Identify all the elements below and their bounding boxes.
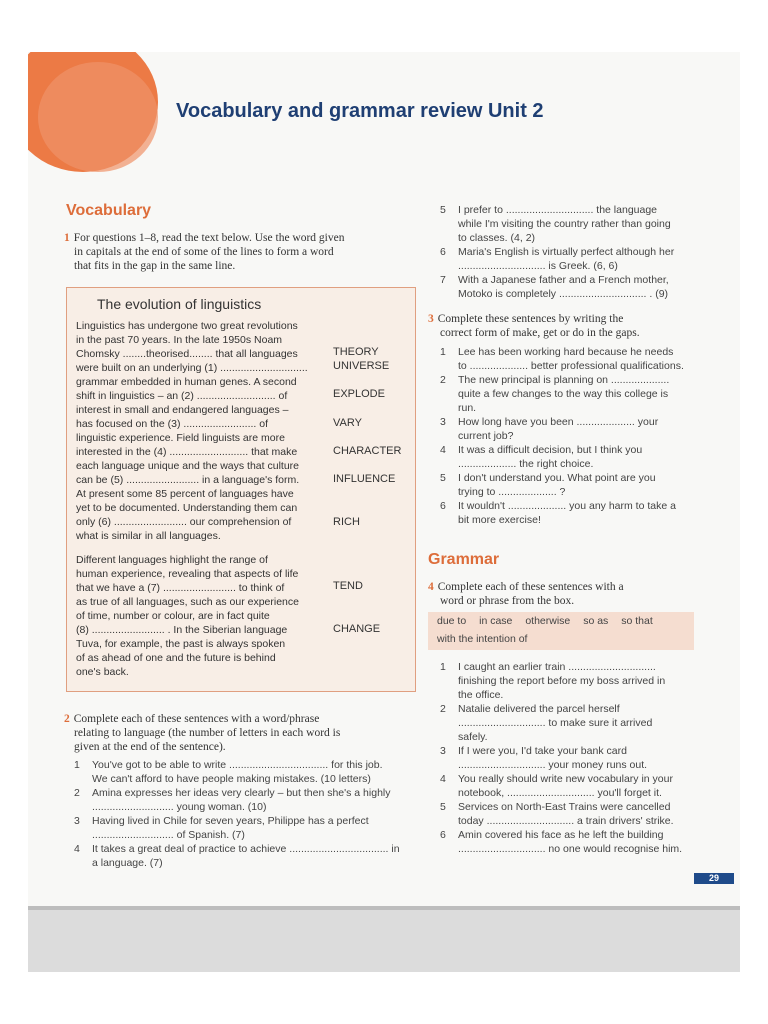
item-number: 6 — [440, 500, 446, 512]
instruction-line: relating to language (the number of letters in each word is — [74, 727, 341, 739]
list-item — [74, 842, 419, 870]
list-item — [440, 415, 720, 443]
item-number: 4 — [440, 444, 446, 456]
exercise-1-instruction — [64, 231, 414, 273]
word-option: otherwise — [525, 615, 571, 627]
instruction-line: that fits in the gap in the same line. — [74, 260, 236, 272]
keyword-vary: VARY — [333, 417, 362, 429]
list-item — [440, 345, 720, 373]
text-line: At present some 85 percent of languages have — [76, 488, 294, 500]
text-line: only (6) ......................... our comprehension of — [76, 516, 292, 528]
item-line: You really should write new vocabulary in your — [458, 773, 673, 785]
instruction-line: correct form of make, get or do in the gaps. — [440, 327, 640, 339]
item-number: 5 — [440, 204, 446, 216]
text-line: human experience, revealing that aspects of life — [76, 568, 299, 580]
item-line: current job? — [458, 430, 514, 442]
exercise-number: 4 — [428, 581, 434, 593]
keyword-character: CHARACTER — [333, 445, 402, 457]
item-line: bit more exercise! — [458, 514, 541, 526]
page-title: Vocabulary and grammar review Unit 2 — [176, 100, 544, 122]
instruction-line: word or phrase from the box. — [440, 595, 575, 607]
item-line: It takes a great deal of practice to achieve .................................. in — [92, 843, 400, 855]
item-line: I don't understand you. What point are you — [458, 472, 656, 484]
keyword-change: CHANGE — [333, 623, 381, 635]
word-box — [428, 612, 694, 650]
exercise-3-list — [440, 345, 720, 527]
list-item — [440, 273, 710, 301]
item-line: If I were you, I'd take your bank card — [458, 745, 627, 757]
item-number: 1 — [440, 661, 446, 673]
item-line: Lee has been working hard because he needs — [458, 346, 674, 358]
list-item — [440, 373, 720, 415]
item-line: notebook, .............................. you'll forget it. — [458, 787, 662, 799]
text-paragraph-1 — [76, 319, 326, 543]
item-number: 2 — [440, 374, 446, 386]
item-line: Motoko is completely .............................. . (9) — [458, 288, 669, 300]
exercise-4-instruction — [428, 580, 718, 608]
text-line: each language unique and the ways that culture — [76, 460, 299, 472]
list-item — [74, 758, 419, 786]
text-line: Linguistics has undergone two great revolutions — [76, 320, 298, 332]
item-line: .................... the right choice. — [458, 458, 594, 470]
word-option: so as — [583, 615, 609, 627]
reading-text-box — [66, 287, 416, 692]
item-line: today .............................. a train drivers' strike. — [458, 815, 674, 827]
list-item — [440, 245, 710, 273]
item-line: How long have you been .................... your — [458, 416, 659, 428]
text-line: Tuva, for example, the past is always spoken — [76, 638, 286, 650]
list-item — [440, 702, 720, 744]
text-line: linguistic experience. Field linguists are more — [76, 432, 285, 444]
item-line: You've got to be able to write .................................. for this job. — [92, 759, 383, 771]
item-line: ............................ of Spanish. (7) — [92, 829, 245, 841]
text-line: in the past 70 years. In the late 1950s Noam — [76, 334, 283, 346]
text-line: interest in small and endangered languages – — [76, 404, 289, 416]
vocabulary-heading: Vocabulary — [66, 202, 152, 219]
text-line: yet to be documented. Understanding them can — [76, 502, 298, 514]
word-option: due to — [437, 615, 467, 627]
instruction-line: Complete each of these sentences with a word/phrase — [73, 713, 320, 725]
exercise-number: 3 — [428, 313, 434, 325]
item-line: the office. — [458, 689, 504, 701]
list-item — [74, 786, 419, 814]
text-paragraph-2 — [76, 553, 326, 679]
keyword-explode: EXPLODE — [333, 388, 385, 400]
text-title: The evolution of linguistics — [97, 296, 262, 312]
text-line: has focused on the (3) ......................... of — [76, 418, 269, 430]
list-item — [440, 744, 720, 772]
page-number: 29 — [694, 873, 734, 884]
item-line: while I'm visiting the country rather than going — [458, 218, 671, 230]
exercise-2-list — [74, 758, 419, 870]
item-line: run. — [458, 402, 477, 414]
list-item — [440, 499, 720, 527]
item-line: Maria's English is virtually perfect although her — [458, 246, 675, 258]
item-line: .............................. is Greek. (6, 6) — [458, 260, 618, 272]
item-line: Amina expresses her ideas very clearly – but then she's a highly — [92, 787, 391, 799]
item-line: to classes. (4, 2) — [458, 232, 536, 244]
scan-background — [28, 910, 740, 972]
item-line: Amin covered his face as he left the building — [458, 829, 664, 841]
exercise-number: 2 — [64, 713, 70, 725]
item-line: .............................. your money runs out. — [458, 759, 648, 771]
keyword-rich: RICH — [333, 516, 360, 528]
text-line: as true of all languages, such as our experience — [76, 596, 299, 608]
item-number: 1 — [440, 346, 446, 358]
item-line: With a Japanese father and a French mother, — [458, 274, 669, 286]
instruction-line: given at the end of the sentence). — [74, 741, 226, 753]
list-item — [440, 828, 720, 856]
instruction-line: in capitals at the end of some of the lines to form a word — [74, 246, 334, 258]
item-line: Having lived in Chile for seven years, Philippe has a perfect — [92, 815, 369, 827]
item-line: It was a difficult decision, but I think you — [458, 444, 643, 456]
exercise-2-instruction — [64, 712, 424, 754]
item-number: 2 — [74, 787, 80, 799]
text-line: grammar embedded in human genes. A second — [76, 376, 297, 388]
text-line: what is similar in all languages. — [76, 530, 221, 542]
item-number: 4 — [440, 773, 446, 785]
text-line: Chomsky ........theorised........ that all languages — [76, 348, 298, 360]
item-number: 3 — [440, 416, 446, 428]
keyword-tend: TEND — [333, 580, 363, 592]
list-item — [440, 800, 720, 828]
item-line: .............................. to make sure it arrived — [458, 717, 653, 729]
word-option: in case — [479, 615, 513, 627]
text-line: one's back. — [76, 666, 129, 678]
exercise-2-continued-list — [440, 203, 710, 301]
text-line: (8) ......................... . In the Siberian language — [76, 624, 288, 636]
list-item — [440, 203, 710, 245]
text-line: shift in linguistics – an (2) ........................... of — [76, 390, 288, 402]
text-line: of time, number or colour, are in fact quite — [76, 610, 270, 622]
item-line: It wouldn't .................... you any harm to take a — [458, 500, 676, 512]
text-line: interested in the (4) ........................... that make — [76, 446, 298, 458]
item-line: quite a few changes to the way this college is — [458, 388, 669, 400]
item-number: 4 — [74, 843, 80, 855]
decorative-circle-inner — [38, 62, 158, 172]
text-line: can be (5) ......................... in a language's form. — [76, 474, 300, 486]
item-line: Services on North-East Trains were cancelled — [458, 801, 671, 813]
item-number: 3 — [74, 815, 80, 827]
word-option: with the intention of — [437, 633, 528, 645]
list-item — [440, 772, 720, 800]
instruction-line: Complete each of these sentences with a — [437, 581, 624, 593]
item-number: 6 — [440, 246, 446, 258]
keyword-influence: INFLUENCE — [333, 473, 396, 485]
item-line: a language. (7) — [92, 857, 163, 869]
instruction-line: For questions 1–8, read the text below. Use the word given — [73, 232, 345, 244]
item-number: 1 — [74, 759, 80, 771]
keyword-theory: THEORY — [333, 346, 379, 358]
keyword-universe: UNIVERSE — [333, 360, 390, 372]
item-line: .............................. no one would recognise him. — [458, 843, 683, 855]
item-number: 6 — [440, 829, 446, 841]
list-item — [74, 814, 419, 842]
text-line: of as ahead of one and the future is behind — [76, 652, 276, 664]
item-number: 5 — [440, 472, 446, 484]
item-line: finishing the report before my boss arrived in — [458, 675, 666, 687]
item-line: The new principal is planning on .................... — [458, 374, 670, 386]
text-line: Different languages highlight the range of — [76, 554, 268, 566]
book-page — [28, 52, 740, 910]
item-line: Natalie delivered the parcel herself — [458, 703, 620, 715]
text-line: that we have a (7) ......................... to think of — [76, 582, 285, 594]
list-item — [440, 660, 720, 702]
list-item — [440, 443, 720, 471]
item-line: ............................ young woman. (10) — [92, 801, 267, 813]
list-item — [440, 471, 720, 499]
word-option: so that — [621, 615, 653, 627]
item-number: 5 — [440, 801, 446, 813]
item-line: to .................... better professional qualifications. — [458, 360, 684, 372]
instruction-line: Complete these sentences by writing the — [437, 313, 624, 325]
item-number: 2 — [440, 703, 446, 715]
exercise-number: 1 — [64, 232, 70, 244]
item-line: I caught an earlier train .............................. — [458, 661, 656, 673]
exercise-3-instruction — [428, 312, 718, 340]
item-line: I prefer to .............................. the language — [458, 204, 658, 216]
exercise-4-list — [440, 660, 720, 856]
item-number: 3 — [440, 745, 446, 757]
text-line: were built on an underlying (1) .............................. — [76, 362, 308, 374]
grammar-heading: Grammar — [428, 551, 500, 568]
item-line: safely. — [458, 731, 488, 743]
item-number: 7 — [440, 274, 446, 286]
item-line: trying to .................... ? — [458, 486, 566, 498]
item-line: We can't afford to have people making mistakes. (10 letters) — [92, 773, 371, 785]
